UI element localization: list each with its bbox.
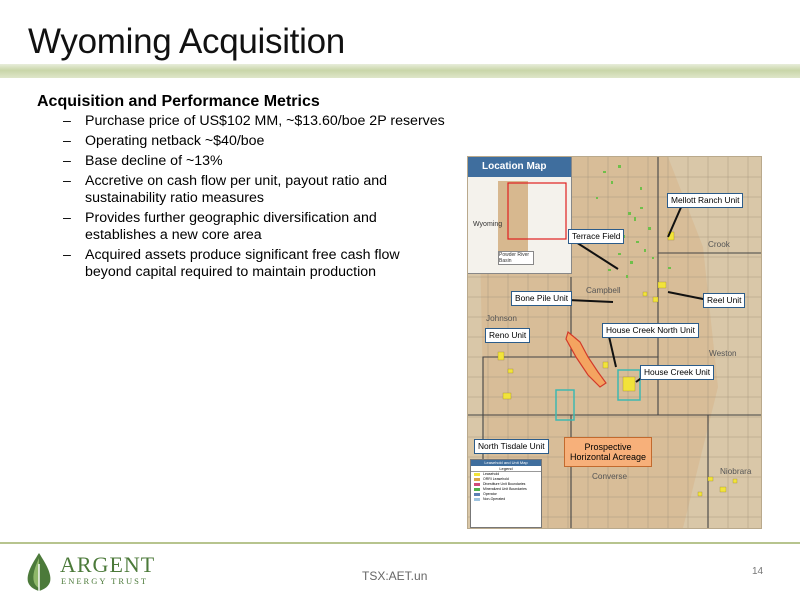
label-reno-unit: Reno Unit xyxy=(485,328,530,343)
county-weston: Weston xyxy=(709,349,737,358)
bullet-diversification: – Provides further geographic diversification and establishes a new core area xyxy=(63,210,415,244)
location-map-title: Location Map xyxy=(468,157,571,177)
prospective-horizontal-acreage-callout xyxy=(564,437,652,467)
county-converse: Converse xyxy=(592,472,628,481)
legend-swatch xyxy=(474,483,480,486)
page-number: 14 xyxy=(752,566,764,577)
logo-wordmark: ARGENT xyxy=(60,552,156,577)
county-crook: Crook xyxy=(708,240,730,249)
legend-swatch xyxy=(474,478,480,481)
legend-label: Mineralized Unit Boundaries xyxy=(483,487,527,491)
bullet-netback: – Operating netback ~$40/boe xyxy=(63,133,463,150)
inset-state-label: Wyoming xyxy=(473,221,503,228)
label-house-creek-north-unit: House Creek North Unit xyxy=(602,323,699,338)
legend-row xyxy=(471,497,541,502)
argent-logo xyxy=(22,552,162,592)
county-campbell: Campbell xyxy=(586,286,621,295)
prospect-line-2: Horizontal Acreage xyxy=(569,452,647,462)
legend-label: Divestiture Unit Boundaries xyxy=(483,482,526,486)
label-mellott-ranch-unit: Mellott Ranch Unit xyxy=(667,193,743,208)
legend-label: Leasehold xyxy=(483,472,500,476)
county-johnson: Johnson xyxy=(486,314,517,323)
prospect-line-1: Prospective xyxy=(584,442,632,452)
footer-divider xyxy=(0,542,800,544)
bullet-free-cash-flow: – Acquired assets produce significant free cash flow beyond capital required to maintain production xyxy=(63,247,430,281)
legend-swatch xyxy=(474,498,480,501)
inset-basin-label: Powder River Basin xyxy=(498,251,534,265)
legend-label: Non-Operated xyxy=(483,497,506,501)
label-house-creek-unit: House Creek Unit xyxy=(640,365,714,380)
section-subheading: Acquisition and Performance Metrics xyxy=(37,93,320,110)
legend-swatch xyxy=(474,488,480,491)
location-inset-map xyxy=(468,157,572,274)
leaf-logo-icon xyxy=(22,552,56,592)
label-terrace-field: Terrace Field xyxy=(568,229,624,244)
logo-tagline: ENERGY TRUST xyxy=(61,576,149,586)
bullet-purchase-price: – Purchase price of US$102 MM, ~$13.60/boe 2P reserves xyxy=(63,113,463,130)
title-underline-bar xyxy=(0,64,800,78)
label-reel-unit: Reel Unit xyxy=(703,293,745,308)
acreage-map xyxy=(467,156,762,529)
label-north-tisdale-unit: North Tisdale Unit xyxy=(474,439,549,454)
ticker-symbol: TSX:AET.un xyxy=(362,569,428,583)
label-bone-pile-unit: Bone Pile Unit xyxy=(511,291,572,306)
legend-label: Operator xyxy=(483,492,497,496)
county-niobrara: Niobrara xyxy=(720,467,752,476)
metrics-list xyxy=(63,113,463,284)
legend-label: ORRI Leasehold xyxy=(483,477,509,481)
legend-header: Leasehold and Unit Map xyxy=(471,460,541,466)
bullet-decline: – Base decline of ~13% xyxy=(63,153,463,170)
bullet-accretive: – Accretive on cash flow per unit, payout ratio and sustainability ratio measures xyxy=(63,173,415,207)
legend-swatch xyxy=(474,473,480,476)
legend-title: Legend xyxy=(471,466,541,472)
map-legend xyxy=(470,459,542,528)
legend-swatch xyxy=(474,493,480,496)
slide-title: Wyoming Acquisition xyxy=(28,22,345,61)
